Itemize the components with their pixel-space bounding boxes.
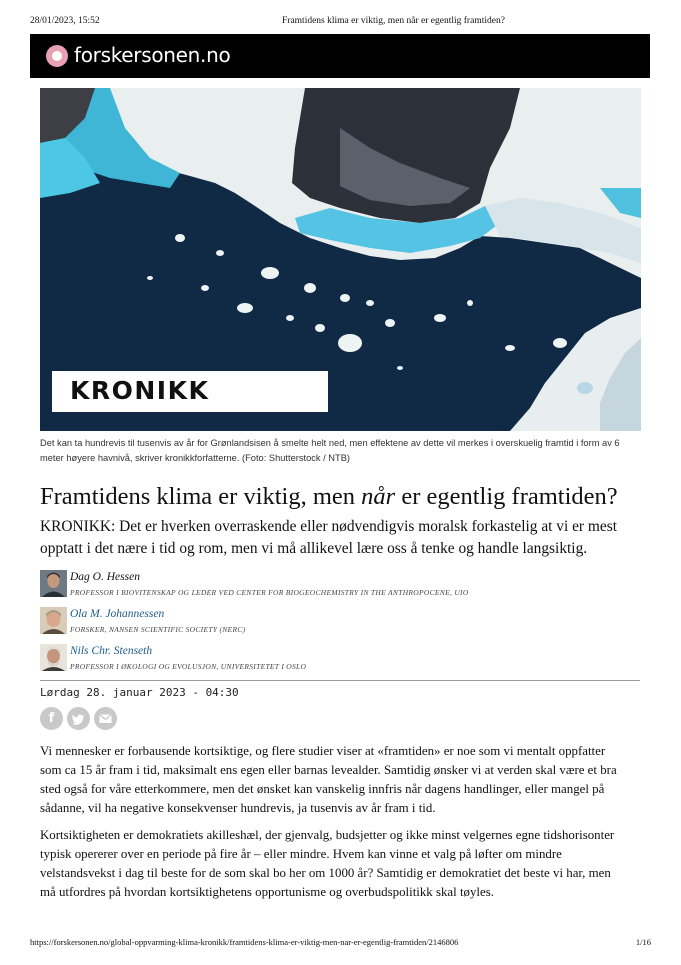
print-datetime: 28/01/2023, 15:52	[30, 16, 100, 26]
article-paragraph: Kortsiktigheten er demokratiets akilleshæl, der gjenvalg, budsjetter og ikke minst velgernes egne tidshorisonter typisk opererer over en periode på fire år – eller mindre. Hvem kan vinne et valg på løfter om mindre velstandsvekst i dag til beste for de som skal bo her om 1000 år? Samtidig er demokratiet det beste vi har, men må utfordres på hvordan kortsiktighetens opportunisme og overbudspolitikk skal tøyles.	[40, 828, 615, 899]
caption-line: meter høyere havnivå, skriver kronikkforfatterne. (Foto: Shutterstock / NTB)	[40, 453, 350, 463]
kronikk-badge-label: KRONIKK	[70, 376, 210, 405]
twitter-icon	[67, 707, 90, 730]
avatar[interactable]	[40, 607, 67, 634]
avatar[interactable]	[40, 644, 67, 671]
page-number: 1/16	[635, 937, 651, 947]
site-logo-link[interactable]: forskersonen.no	[74, 43, 231, 67]
article-headline: Framtidens klima er viktig, men når er egentlig framtiden?	[40, 483, 618, 510]
hero-image	[40, 88, 641, 431]
author-name-link[interactable]: Ola M. Johannessen	[70, 608, 165, 620]
email-icon	[94, 707, 117, 730]
avatar[interactable]	[40, 570, 67, 597]
author-row	[40, 570, 650, 607]
headline-emphasis: når	[361, 483, 396, 510]
author-role: FORSKER, NANSEN SCIENTIFIC SOCIETY (NERC)	[70, 625, 246, 634]
print-header	[30, 16, 651, 30]
author-role: PROFESSOR I ØKOLOGI OG EVOLUSJON, UNIVERSITETET I OSLO	[70, 662, 307, 671]
email-share-button[interactable]	[94, 707, 117, 730]
logo-icon[interactable]	[46, 45, 68, 67]
print-page-title: Framtidens klima er viktig, men når er egentlig framtiden?	[282, 16, 505, 26]
site-header-bar	[30, 34, 650, 78]
image-caption	[40, 436, 644, 466]
author-name: Dag O. Hessen	[70, 571, 140, 583]
kronikk-badge	[52, 371, 328, 412]
author-row	[40, 644, 650, 681]
facebook-icon: f	[48, 711, 55, 726]
divider	[40, 680, 640, 681]
article-lede: KRONIKK: Det er hverken overraskende eller nødvendigvis moralsk forkastelig at vi er mest opptatt i det nære i tid og rom, men vi må allikevel lære oss å tenke og handle langsiktig.	[40, 518, 617, 557]
article-paragraph: Vi mennesker er forbausende kortsiktige, og flere studier viser at «framtiden» er noe som vi mentalt oppfatter som ca 15 år fram i tid, maksimalt ens egen eller barnas levealder. Samtidig ønsker vi at verden skal være et bra sted også for våre etterkommere, men det ønsket kan vanskelig innfris når dagens handlinger, eller mangel på sådanne, vil ha negative konsekvenser hundrevis, ja tusenvis av år fram i tid.	[40, 744, 617, 815]
twitter-share-button[interactable]	[67, 707, 90, 730]
author-role: PROFESSOR I BIOVITENSKAP OG LEDER VED CENTER FOR BIOGEOCHEMISTRY IN THE ANTHROPOCENE, UIO	[70, 588, 469, 597]
author-list	[40, 570, 650, 681]
author-name-link[interactable]: Nils Chr. Stenseth	[70, 645, 153, 657]
author-row	[40, 607, 650, 644]
facebook-share-button[interactable]	[40, 707, 63, 730]
print-url: https://forskersonen.no/global-oppvarming-klima-kronikk/framtidens-klima-er-viktig-men-nar-er-egentlig-framtiden/2146806	[30, 937, 459, 947]
caption-line: Det kan ta hundrevis til tusenvis av år for Grønlandsisen å smelte helt ned, men effektene av dette vil merkes i overskuelig framtid i form av 6	[40, 438, 620, 448]
publish-date: Lørdag 28. januar 2023 - 04:30	[40, 686, 239, 699]
